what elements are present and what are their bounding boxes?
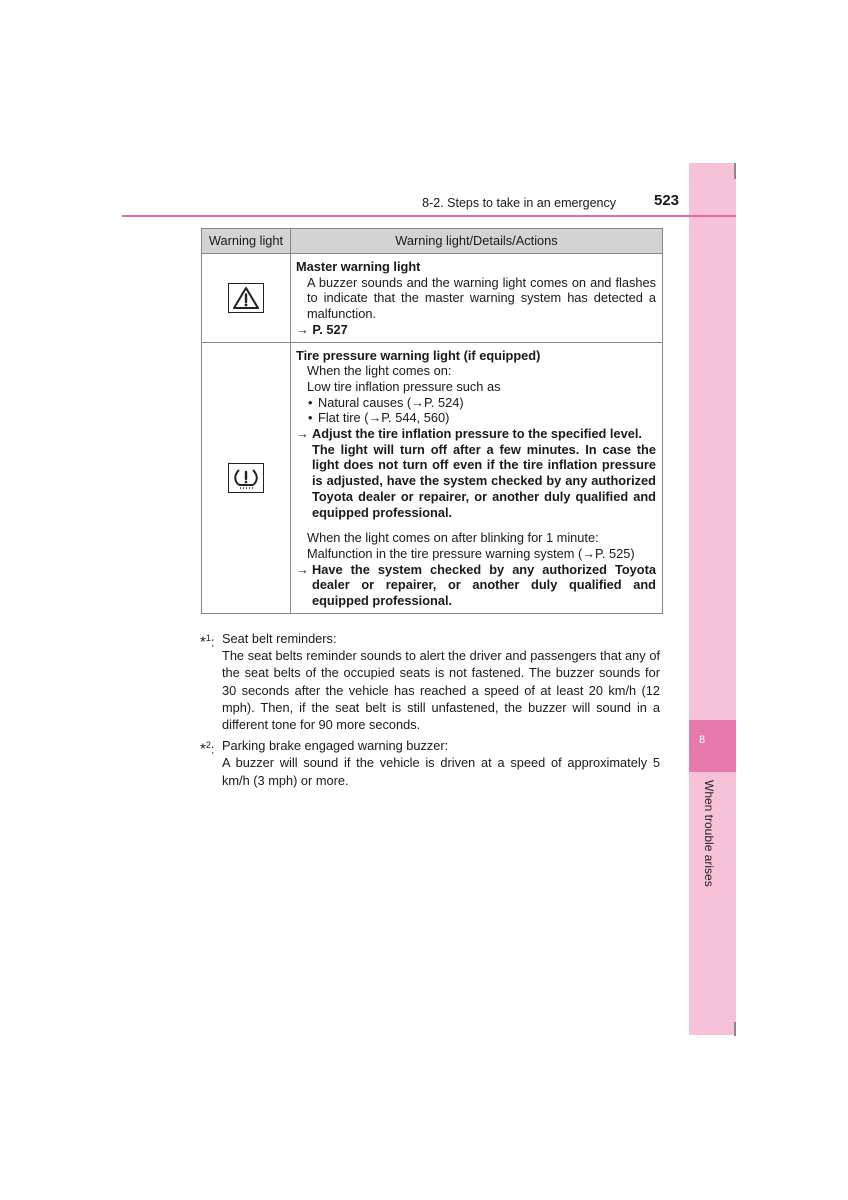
warning-light-table	[201, 228, 663, 614]
list-item: • Flat tire (→P. 544, 560)	[308, 410, 450, 426]
tire-action-1: → Adjust the tire inflation pressure to the specified level. The light will turn off after a few minutes. In case the light does not turn off even if the tire inflation pressure is adjusted, have the system checked by any authorized Toyota dealer or repairer, or another duly qualified and equipped professional.	[296, 426, 656, 520]
footnote-body: The seat belts reminder sounds to alert the driver and passengers that any of the seat belts of the occupied seats is not fastened. The buzzer sounds for 30 seconds after the vehicle has reached a speed of at least 20 km/h (12 mph). Then, if the seat belt is still unfastened, the buzzer will sound in a different tone for 90 more seconds.	[222, 648, 660, 733]
header-rule	[122, 215, 736, 217]
footnote-marker: *$^2$:	[200, 740, 215, 758]
section-title: 8-2. Steps to take in an emergency	[422, 196, 616, 210]
tire-line-1: When the light comes on:	[307, 363, 452, 379]
table-row-tire-pressure	[202, 342, 663, 613]
footnote-2	[200, 737, 660, 789]
table-row-master-warning	[202, 254, 663, 343]
tire-action-2: → Have the system checked by any authorized Toyota dealer or repairer, or another duly qualified and equipped professional.	[296, 561, 656, 609]
arrow-icon: →	[296, 561, 309, 577]
arrow-icon: →	[296, 426, 309, 442]
master-warning-title: Master warning light	[296, 259, 421, 274]
col-header-warning-light: Warning light	[202, 229, 291, 254]
tire-pressure-warning-icon	[228, 463, 264, 493]
tire-line-2: Low tire inflation pressure such as	[307, 378, 501, 394]
icon-cell	[202, 342, 291, 613]
page-number: 523	[654, 192, 680, 209]
table-header-row	[202, 229, 663, 254]
tire-line-3: When the light comes on after blinking for 1 minute:	[307, 530, 599, 546]
tire-line-4: Malfunction in the tire pressure warning system (→P. 525)	[307, 545, 635, 561]
footnote-1	[200, 630, 660, 733]
footnotes	[200, 630, 660, 793]
arrow-icon: →	[296, 321, 309, 337]
master-warning-triangle-icon	[228, 283, 264, 313]
chapter-number: 8	[699, 734, 706, 746]
side-tab-tick-top	[734, 163, 736, 179]
master-warning-ref-link[interactable]: P. 527	[312, 321, 348, 337]
footnote-title: Parking brake engaged warning buzzer:	[222, 738, 449, 754]
chapter-number-tab[interactable]	[689, 720, 736, 772]
chapter-side-tab	[689, 163, 736, 1035]
col-header-details: Warning light/Details/Actions	[291, 229, 663, 254]
footnote-title: Seat belt reminders:	[222, 631, 337, 646]
chapter-title: When trouble arises	[702, 780, 716, 887]
tire-warning-title: Tire pressure warning light (if equipped)	[296, 347, 541, 363]
details-cell	[291, 342, 663, 613]
details-cell	[291, 254, 663, 343]
side-tab-tick-bottom	[734, 1022, 736, 1036]
master-warning-desc: A buzzer sounds and the warning light comes on and flashes to indicate that the master warning system has detected a malfunction.	[307, 274, 656, 322]
footnote-marker: *$^1$:	[200, 633, 215, 651]
footnote-body: A buzzer will sound if the vehicle is driven at a speed of approximately 5 km/h (3 mph) or more.	[222, 755, 660, 788]
list-item: • Natural causes (→P. 524)	[308, 394, 464, 410]
icon-cell	[202, 254, 291, 343]
